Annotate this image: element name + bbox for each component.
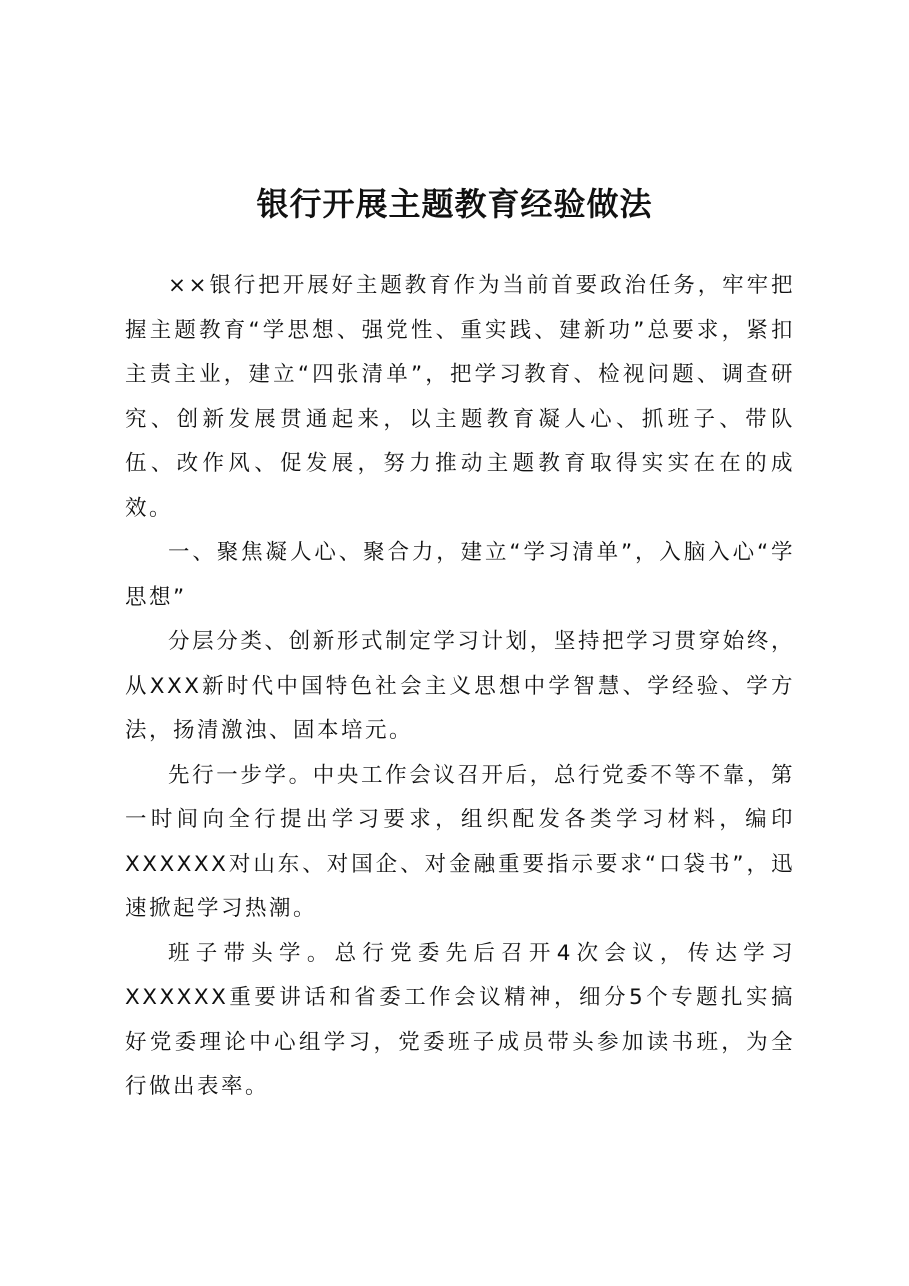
intro-paragraph: ××银行把开展好主题教育作为当前首要政治任务，牢牢把握主题教育“学思想、强党性、重实践、建新功”总要求，紧扣主责主业，建立“四张清单”，把学习教育、检视问题、调查研究、创新发展贯通起来，以主题教育凝人心、抓班子、带队伍、改作风、促发展，努力推动主题教育取得实实在在的成效。 xyxy=(125,273,795,521)
body-paragraph: 班子带头学。总行党委先后召开4次会议，传达学习XXXXXX重要讲话和省委工作会议精神，细分5个专题扎实搞好党委理论中心组学习，党委班子成员带头参加读书班，为全行做出表率。 xyxy=(125,940,795,1099)
section-heading: 一、聚焦凝人心、聚合力，建立“学习清单”，入脑入心“学思想” xyxy=(125,540,795,610)
body-paragraph: 分层分类、创新形式制定学习计划，坚持把学习贯穿始终，从XXX新时代中国特色社会主义思想中学智慧、学经验、学方法，扬清激浊、固本培元。 xyxy=(125,629,795,743)
body-paragraph: 先行一步学。中央工作会议召开后，总行党委不等不靠，第一时间向全行提出学习要求，组织配发各类学习材料，编印XXXXXX对山东、对国企、对金融重要指示要求“口袋书”，迅速掀起学习热潮。 xyxy=(125,762,795,921)
document-title: 银行开展主题教育经验做法 xyxy=(256,185,653,223)
document-body xyxy=(125,264,795,1110)
